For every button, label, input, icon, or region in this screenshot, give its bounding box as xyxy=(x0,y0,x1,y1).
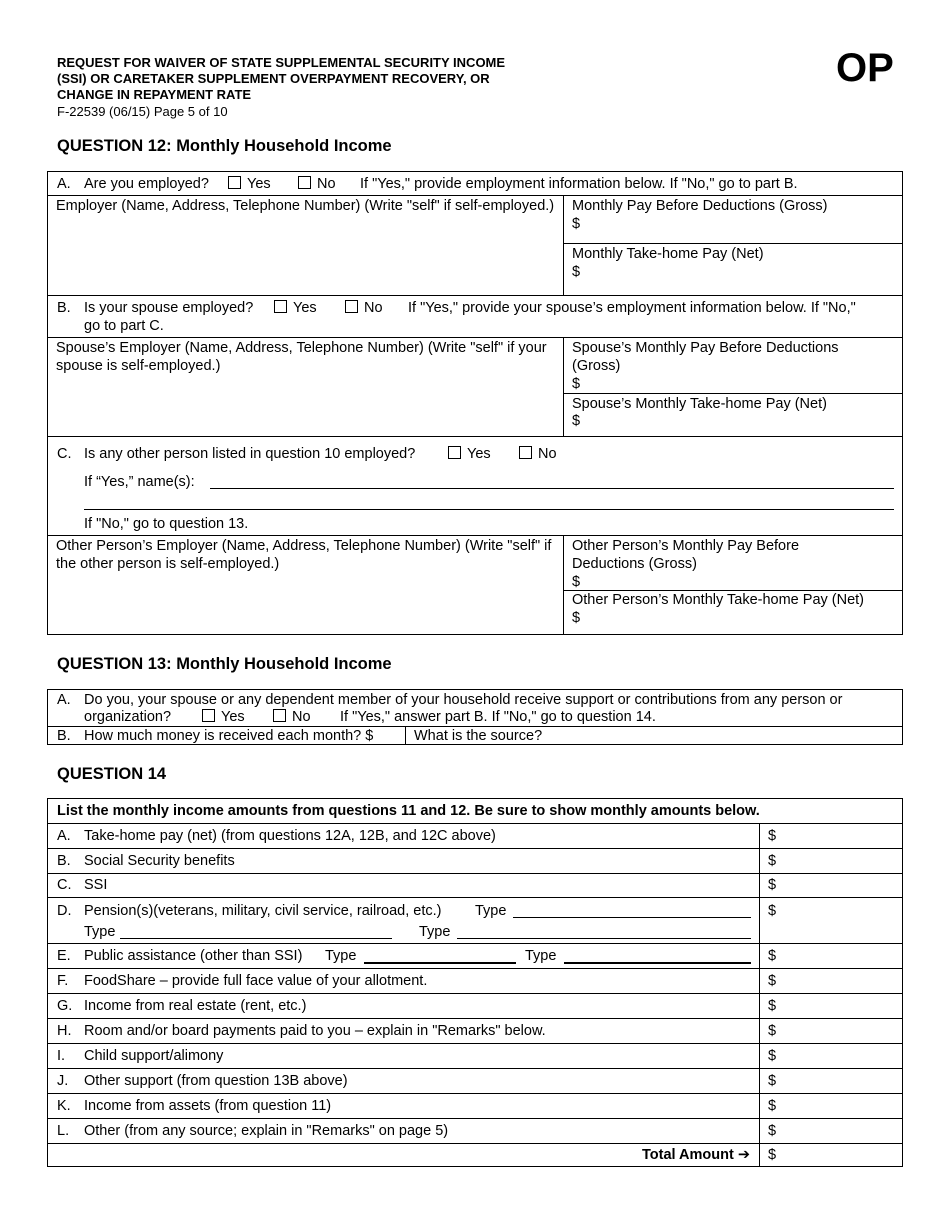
net-pay-input[interactable]: $ xyxy=(572,264,581,280)
q12a-letter: A. xyxy=(57,176,71,192)
q12c-no-instruction: If "No," go to question 13. xyxy=(84,516,249,532)
q14-heading: QUESTION 14 xyxy=(57,765,167,783)
q14-row-letter: A. xyxy=(57,828,71,844)
q14-row-letter: B. xyxy=(57,853,71,869)
q12a-no-checkbox[interactable] xyxy=(298,175,336,193)
q14-row-label: Child support/alimony xyxy=(84,1048,224,1064)
spouse-gross-pay-input[interactable]: $ xyxy=(572,376,581,392)
no-label: No xyxy=(292,709,311,725)
gross-pay-label: Monthly Pay Before Deductions (Gross) xyxy=(572,198,828,214)
total-amount-input[interactable]: $ xyxy=(768,1147,777,1163)
type-label: Type xyxy=(525,948,557,964)
q14-row-label: Pension(s)(veterans, military, civil service, railroad, etc.) xyxy=(84,903,442,919)
q12b-letter: B. xyxy=(57,300,71,316)
q12b-yes-checkbox[interactable] xyxy=(274,299,317,317)
q13b-amount-input[interactable]: How much money is received each month? $ xyxy=(84,728,374,744)
no-label: No xyxy=(364,300,383,316)
q14-table-header: List the monthly income amounts from questions 11 and 12. Be sure to show monthly amounts below. xyxy=(57,803,760,819)
no-label: No xyxy=(317,176,336,192)
q12b-no-checkbox[interactable] xyxy=(345,299,383,317)
q14-amount-input[interactable]: $ xyxy=(768,1023,777,1039)
checkbox-icon xyxy=(228,176,241,189)
q14-amount-input[interactable]: $ xyxy=(768,1048,777,1064)
type-label: Type xyxy=(419,924,451,940)
q14-row-letter: H. xyxy=(57,1023,72,1039)
q14-row-label: FoodShare – provide full face value of your allotment. xyxy=(84,973,428,989)
type-label: Type xyxy=(475,903,507,919)
checkbox-icon xyxy=(202,709,215,722)
q14-row-label: Social Security benefits xyxy=(84,853,235,869)
q14-amount-input[interactable]: $ xyxy=(768,903,777,919)
q14-row-letter: E. xyxy=(57,948,71,964)
q13b-letter: B. xyxy=(57,728,71,744)
q13a-letter: A. xyxy=(57,692,71,708)
other-employer-field-label: Other Person’s Employer (Name, Address, Telephone Number) (Write "self" if the other person is self-employed.) xyxy=(56,538,552,572)
q14-amount-input[interactable]: $ xyxy=(768,877,777,893)
employer-field-label: Employer (Name, Address, Telephone Number) (Write "self" if self-employed.) xyxy=(56,198,555,214)
q12a-question: Are you employed? xyxy=(84,176,209,192)
assistance-type-input-1[interactable] xyxy=(364,962,516,964)
spouse-net-pay-input[interactable]: $ xyxy=(572,413,581,429)
q12-heading: QUESTION 12: Monthly Household Income xyxy=(57,137,392,155)
form-number: F-22539 (06/15) Page 5 of 10 xyxy=(57,104,228,119)
total-amount-label: Total Amount ➔ xyxy=(642,1147,750,1163)
q14-row-label: Public assistance (other than SSI) xyxy=(84,948,303,964)
assistance-type-input-2[interactable] xyxy=(564,962,751,964)
q13-heading: QUESTION 13: Monthly Household Income xyxy=(57,655,392,673)
q14-row-letter: I. xyxy=(57,1048,66,1064)
q12c-names-label: If “Yes,” name(s): xyxy=(84,474,195,490)
checkbox-icon xyxy=(519,446,532,459)
q13a-no-checkbox[interactable] xyxy=(273,708,311,726)
q14-amount-input[interactable]: $ xyxy=(768,828,777,844)
q14-amount-input[interactable]: $ xyxy=(768,973,777,989)
checkbox-icon xyxy=(345,300,358,313)
checkbox-icon xyxy=(273,709,286,722)
q12a-yes-checkbox[interactable] xyxy=(228,175,271,193)
checkbox-icon xyxy=(448,446,461,459)
pension-type-input-1[interactable] xyxy=(513,917,751,918)
q14-amount-input[interactable]: $ xyxy=(768,853,777,869)
q14-row-label: Other support (from question 13B above) xyxy=(84,1073,348,1089)
yes-label: Yes xyxy=(221,709,245,725)
q14-row-letter: C. xyxy=(57,877,72,893)
q14-row-label: Income from assets (from question 11) xyxy=(84,1098,332,1114)
pension-type-input-3[interactable] xyxy=(457,938,751,939)
q14-row-label: Income from real estate (rent, etc.) xyxy=(84,998,307,1014)
checkbox-icon xyxy=(274,300,287,313)
checkbox-icon xyxy=(298,176,311,189)
q12c-names-input-line2[interactable] xyxy=(84,509,894,510)
other-gross-pay-input[interactable]: $ xyxy=(572,574,581,590)
q14-amount-input[interactable]: $ xyxy=(768,1123,777,1139)
spouse-employer-field-label: Spouse’s Employer (Name, Address, Telephone Number) (Write "self" if your spouse is self-employed.) xyxy=(56,340,547,374)
other-net-pay-label: Other Person’s Monthly Take-home Pay (Net) xyxy=(572,592,865,608)
spouse-net-pay-label: Spouse’s Monthly Take-home Pay (Net) xyxy=(572,396,827,412)
form-badge: OP xyxy=(836,46,894,90)
yes-label: Yes xyxy=(293,300,317,316)
yes-label: Yes xyxy=(247,176,271,192)
q14-amount-input[interactable]: $ xyxy=(768,948,777,964)
pension-type-input-2[interactable] xyxy=(120,938,392,939)
q12c-letter: C. xyxy=(57,446,72,462)
net-pay-label: Monthly Take-home Pay (Net) xyxy=(572,246,764,262)
q14-amount-input[interactable]: $ xyxy=(768,1073,777,1089)
q12c-question: Is any other person listed in question 10 employed? xyxy=(84,446,416,462)
no-label: No xyxy=(538,446,557,462)
type-label: Type xyxy=(84,924,116,940)
q14-row-letter: F. xyxy=(57,973,69,989)
q13a-question: Do you, your spouse or any dependent member of your household receive support or contributions from any person or xyxy=(84,692,843,708)
q13b-source-input[interactable]: What is the source? xyxy=(414,728,543,744)
q12c-yes-checkbox[interactable] xyxy=(448,445,491,463)
q14-amount-input[interactable]: $ xyxy=(768,998,777,1014)
q14-row-letter: J. xyxy=(57,1073,69,1089)
q14-row-label: Other (from any source; explain in "Remarks" on page 5) xyxy=(84,1123,449,1139)
q14-row-label: SSI xyxy=(84,877,108,893)
spouse-gross-pay-label: Spouse’s Monthly Pay Before Deductions (Gross) xyxy=(572,340,839,374)
q14-row-letter: D. xyxy=(57,903,72,919)
q14-row-label: Room and/or board payments paid to you – explain in "Remarks" below. xyxy=(84,1023,546,1039)
q13a-question-cont: organization? xyxy=(84,709,172,725)
q13a-instruction: If "Yes," answer part B. If "No," go to question 14. xyxy=(340,709,656,725)
type-label: Type xyxy=(325,948,357,964)
form-title: REQUEST FOR WAIVER OF STATE SUPPLEMENTAL SECURITY INCOME (SSI) OR CARETAKER SUPPLEMENT OVERPAYMENT RECOVERY, OR CHANGE IN REPAYMENT RATE xyxy=(57,55,506,102)
q13a-yes-checkbox[interactable] xyxy=(202,708,245,726)
q12c-names-input[interactable] xyxy=(210,488,894,489)
q14-row-label: Take-home pay (net) (from questions 12A, 12B, and 12C above) xyxy=(84,828,496,844)
q12c-no-checkbox[interactable] xyxy=(519,445,557,463)
q14-row-letter: L. xyxy=(57,1123,70,1139)
gross-pay-input[interactable]: $ xyxy=(572,216,581,232)
other-gross-pay-label: Other Person’s Monthly Pay Before Deductions (Gross) xyxy=(572,538,800,572)
q14-row-letter: K. xyxy=(57,1098,71,1114)
q14-amount-input[interactable]: $ xyxy=(768,1098,777,1114)
q12b-instruction-cont: go to part C. xyxy=(84,318,164,334)
q12b-question: Is your spouse employed? xyxy=(84,300,254,316)
other-net-pay-input[interactable]: $ xyxy=(572,610,581,626)
q12a-instruction: If "Yes," provide employment information below. If "No," go to part B. xyxy=(360,176,798,192)
yes-label: Yes xyxy=(467,446,491,462)
q14-row-letter: G. xyxy=(57,998,73,1014)
q12b-instruction: If "Yes," provide your spouse’s employment information below. If "No," xyxy=(408,300,856,316)
